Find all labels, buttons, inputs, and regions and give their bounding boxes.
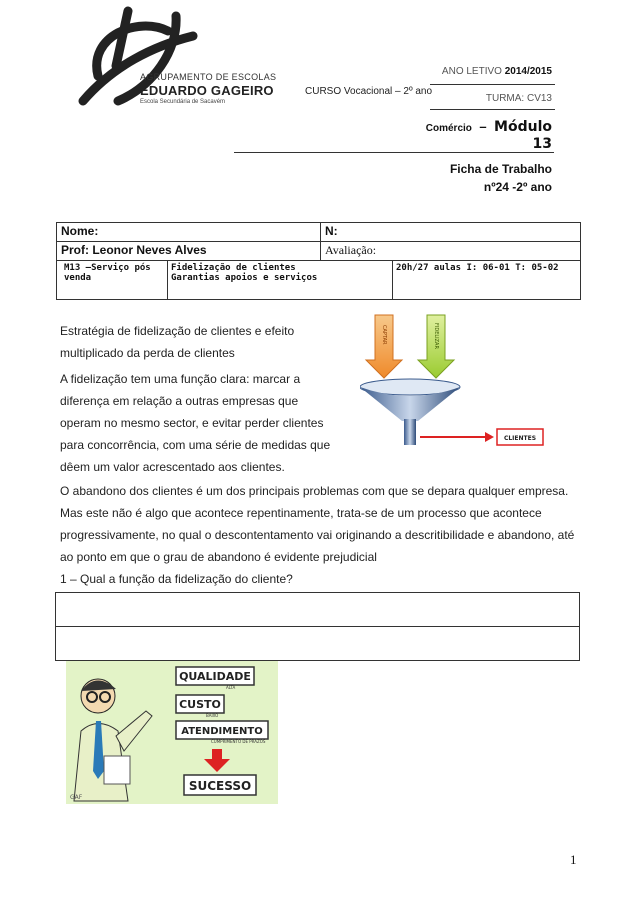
student-info-table [56,222,581,300]
funnel-spout [404,419,416,445]
evaluation-field[interactable]: Avaliação: [321,242,581,261]
section-title [60,320,294,364]
fidelizar-arrow-label: FIDELIZAR [433,323,439,349]
atendimento-sublabel: CUMPRIMENTO DE PRAZOS [211,739,266,744]
paragraph-line: Mas este não é algo que acontece repentinamente, trata-se de um processo que acontece [60,506,542,520]
module-title [380,118,552,136]
module-code-cell [61,261,168,299]
answer-line-2[interactable] [56,627,580,661]
question-1: 1 – Qual a função da fidelização do cliente? [60,572,293,586]
qualidade-sublabel: ALTA [226,685,236,690]
module-code-line2: venda [64,273,92,283]
paragraph-line: O abandono dos clientes é um dos principais problemas com que se depara qualquer empresa. [60,484,569,498]
paragraph-line: progressivamente, no qual o descontentamento vai originando a descritibilidade e abandono, até [60,528,575,542]
separator-dash: – [479,119,487,134]
module-number: 13 [532,136,552,152]
paragraph-line: ao ponto em que o grau de abandono é evidente prejudicial [60,550,377,564]
custo-label: CUSTO [179,698,221,711]
module-info-row [61,261,576,299]
class-label: TURMA: CV13 [485,93,552,104]
school-name-line3: Escola Secundária de Sacavém [140,99,226,105]
worksheet-title-line1: Ficha de Trabalho [449,162,552,176]
funnel-illustration [360,313,560,458]
course-label: CURSO Vocacional – 2º ano [305,86,433,97]
school-year-value: 2014/2015 [504,66,552,77]
module-code-line1: M13 –Serviço pós [64,263,151,273]
answer-box [55,592,580,661]
name-field[interactable]: Nome: [57,223,321,242]
worksheet-title [380,160,552,196]
divider [430,84,555,85]
paragraph-line: diferença em relação a outras empresas que [60,394,299,408]
success-cartoon [66,661,278,804]
worksheet-title-line2: nº24 -2º ano [483,180,552,194]
subject-label: Comércio [425,123,472,134]
number-field[interactable]: N: [321,223,581,242]
paragraph-1 [60,368,330,478]
teacher-label: Prof: Leonor Neves Alves [57,242,321,261]
topic-cell [168,261,393,299]
school-year [440,66,552,77]
answer-line-1[interactable] [56,593,580,627]
school-name-line2: EDUARDO GAGEIRO [140,83,274,98]
paragraph-line: dêem um valor acrescentado aos clientes. [60,460,285,474]
custo-sublabel: BAIXO [206,713,219,718]
page-number: 1 [570,852,577,867]
paragraph-line: A fidelização tem uma função clara: marcar a [60,372,301,386]
atendimento-label: ATENDIMENTO [181,726,263,737]
divider [430,109,555,110]
school-year-label: ANO LETIVO [441,66,502,77]
section-title-line1: Estratégia de fidelização de clientes e efeito [60,324,295,338]
hours-cell: 20h/27 aulas I: 06-01 T: 05-02 [396,263,559,273]
divider [234,152,554,153]
captar-arrow-label: CAPTAR [381,325,387,345]
clientes-label: CLIENTES [503,435,537,442]
school-name-line1: AGRUPAMENTO DE ESCOLAS [140,72,277,82]
paragraph-line: para concorrência, com uma série de medidas que [60,438,331,452]
paragraph-2 [60,480,580,568]
module-label: Módulo [494,119,552,135]
paragraph-line: operam no mesmo sector, e evitar perder clientes [60,416,324,430]
man-paper [104,756,130,784]
topic-line2: Garantias apoios e serviços [171,273,318,283]
qualidade-label: QUALIDADE [179,670,251,683]
output-arrowhead [485,432,494,442]
topic-line1: Fidelização de clientes [171,263,296,273]
cartoon-signature: GAF [70,794,83,801]
section-title-line2: multiplicado da perda de clientes [60,346,235,360]
sucesso-label: SUCESSO [188,779,252,793]
